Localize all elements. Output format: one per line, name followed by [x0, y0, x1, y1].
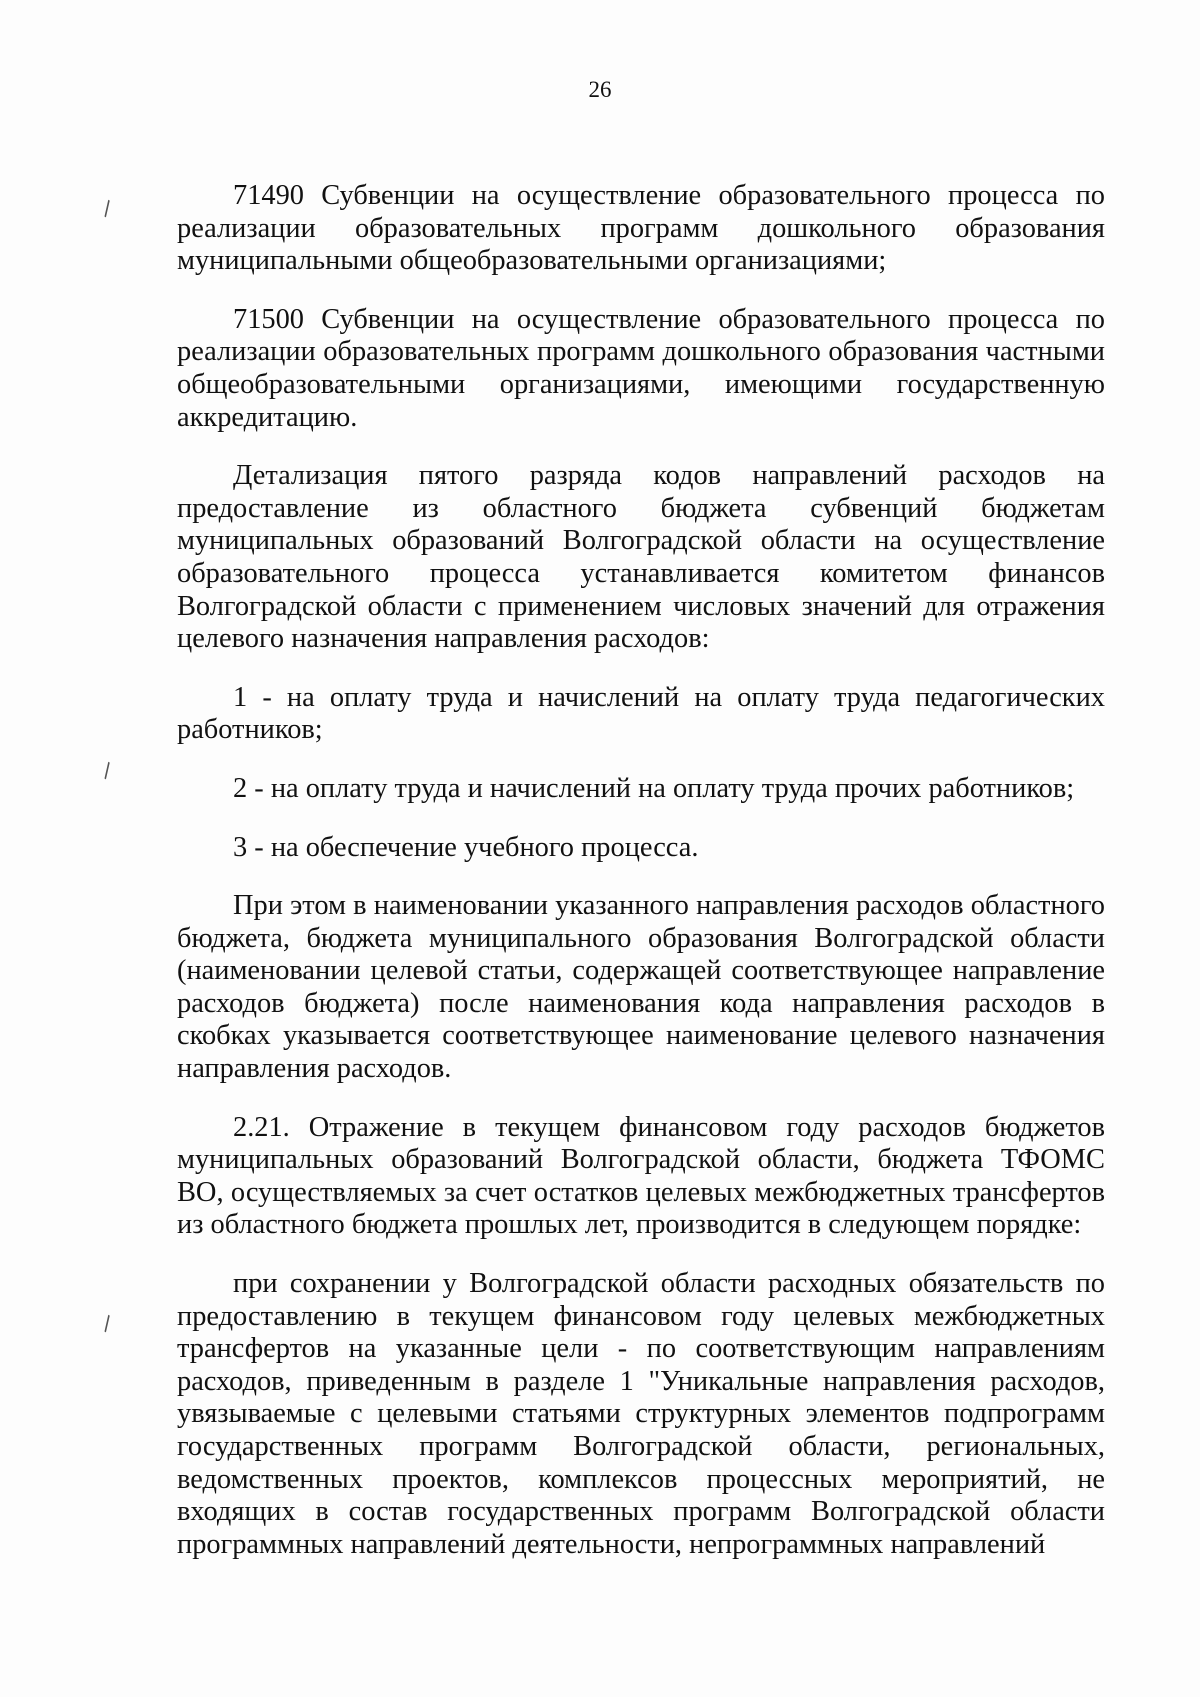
document-body — [177, 180, 1105, 1583]
list-item-2: 2 - на оплату труда и начислений на оплату труда прочих работников; — [233, 772, 1075, 804]
page-number: 26 — [588, 77, 612, 102]
paragraph-2-21: 2.21. Отражение в текущем финансовом году расходов бюджетов муниципальных образований Волгоградской области, бюджета ТФОМС ВО, осуществляемых за счет остатков целевых межбюджетных трансфертов из областного бюджета прошлых лет, производится в следующем порядке: — [177, 1111, 1105, 1241]
scan-mark: \ — [98, 195, 117, 221]
paragraph-71500: 71500 Субвенции на осуществление образовательного процесса по реализации образовательных программ дошкольного образования частными общеобразовательными организациями, имеющими государственную аккредитацию. — [177, 303, 1105, 433]
scan-mark: \ — [98, 757, 117, 783]
paragraph-naming-rule: При этом в наименовании указанного направления расходов областного бюджета, бюджета муниципального образования Волгоградской области (наименовании целевой статьи, содержащей соответствующее направление расходов бюджета) после наименования кода направления расходов в скобках указывается соответствующее наименование целевого назначения направления расходов. — [177, 890, 1105, 1085]
paragraph-detailing: Детализация пятого разряда кодов направлений расходов на предоставление из областного бюджета субвенций бюджетам муниципальных образований Волгоградской области на осуществление образовательного процесса устанавливается комитетом финансов Волгоградской области с применением числовых значений для отражения целевого назначения направления расходов: — [177, 460, 1105, 655]
list-item-3: 3 - на обеспечение учебного процесса. — [233, 831, 699, 863]
list-item-1: 1 - на оплату труда и начислений на оплату труда педагогических работников; — [177, 681, 1105, 746]
paragraph-continuation: при сохранении у Волгоградской области расходных обязательств по предоставлению в текущем финансовом году целевых межбюджетных трансфертов на указанные цели - по соответствующим направлениям расходов, приведенным в разделе 1 "Уникальные направления расходов, увязываемые с целевыми статьями структурных элементов подпрограмм государственных программ Волгоградской области, региональных, ведомственных проектов, комплексов процессных мероприятий, не входящих в состав государственных программ Волгоградской области программных направлений деятельности, непрограммных направлений — [177, 1268, 1105, 1560]
paragraph-71490: 71490 Субвенции на осуществление образовательного процесса по реализации образовательных программ дошкольного образования муниципальными общеобразовательными организациями; — [177, 180, 1105, 277]
scan-mark: \ — [98, 1310, 117, 1336]
